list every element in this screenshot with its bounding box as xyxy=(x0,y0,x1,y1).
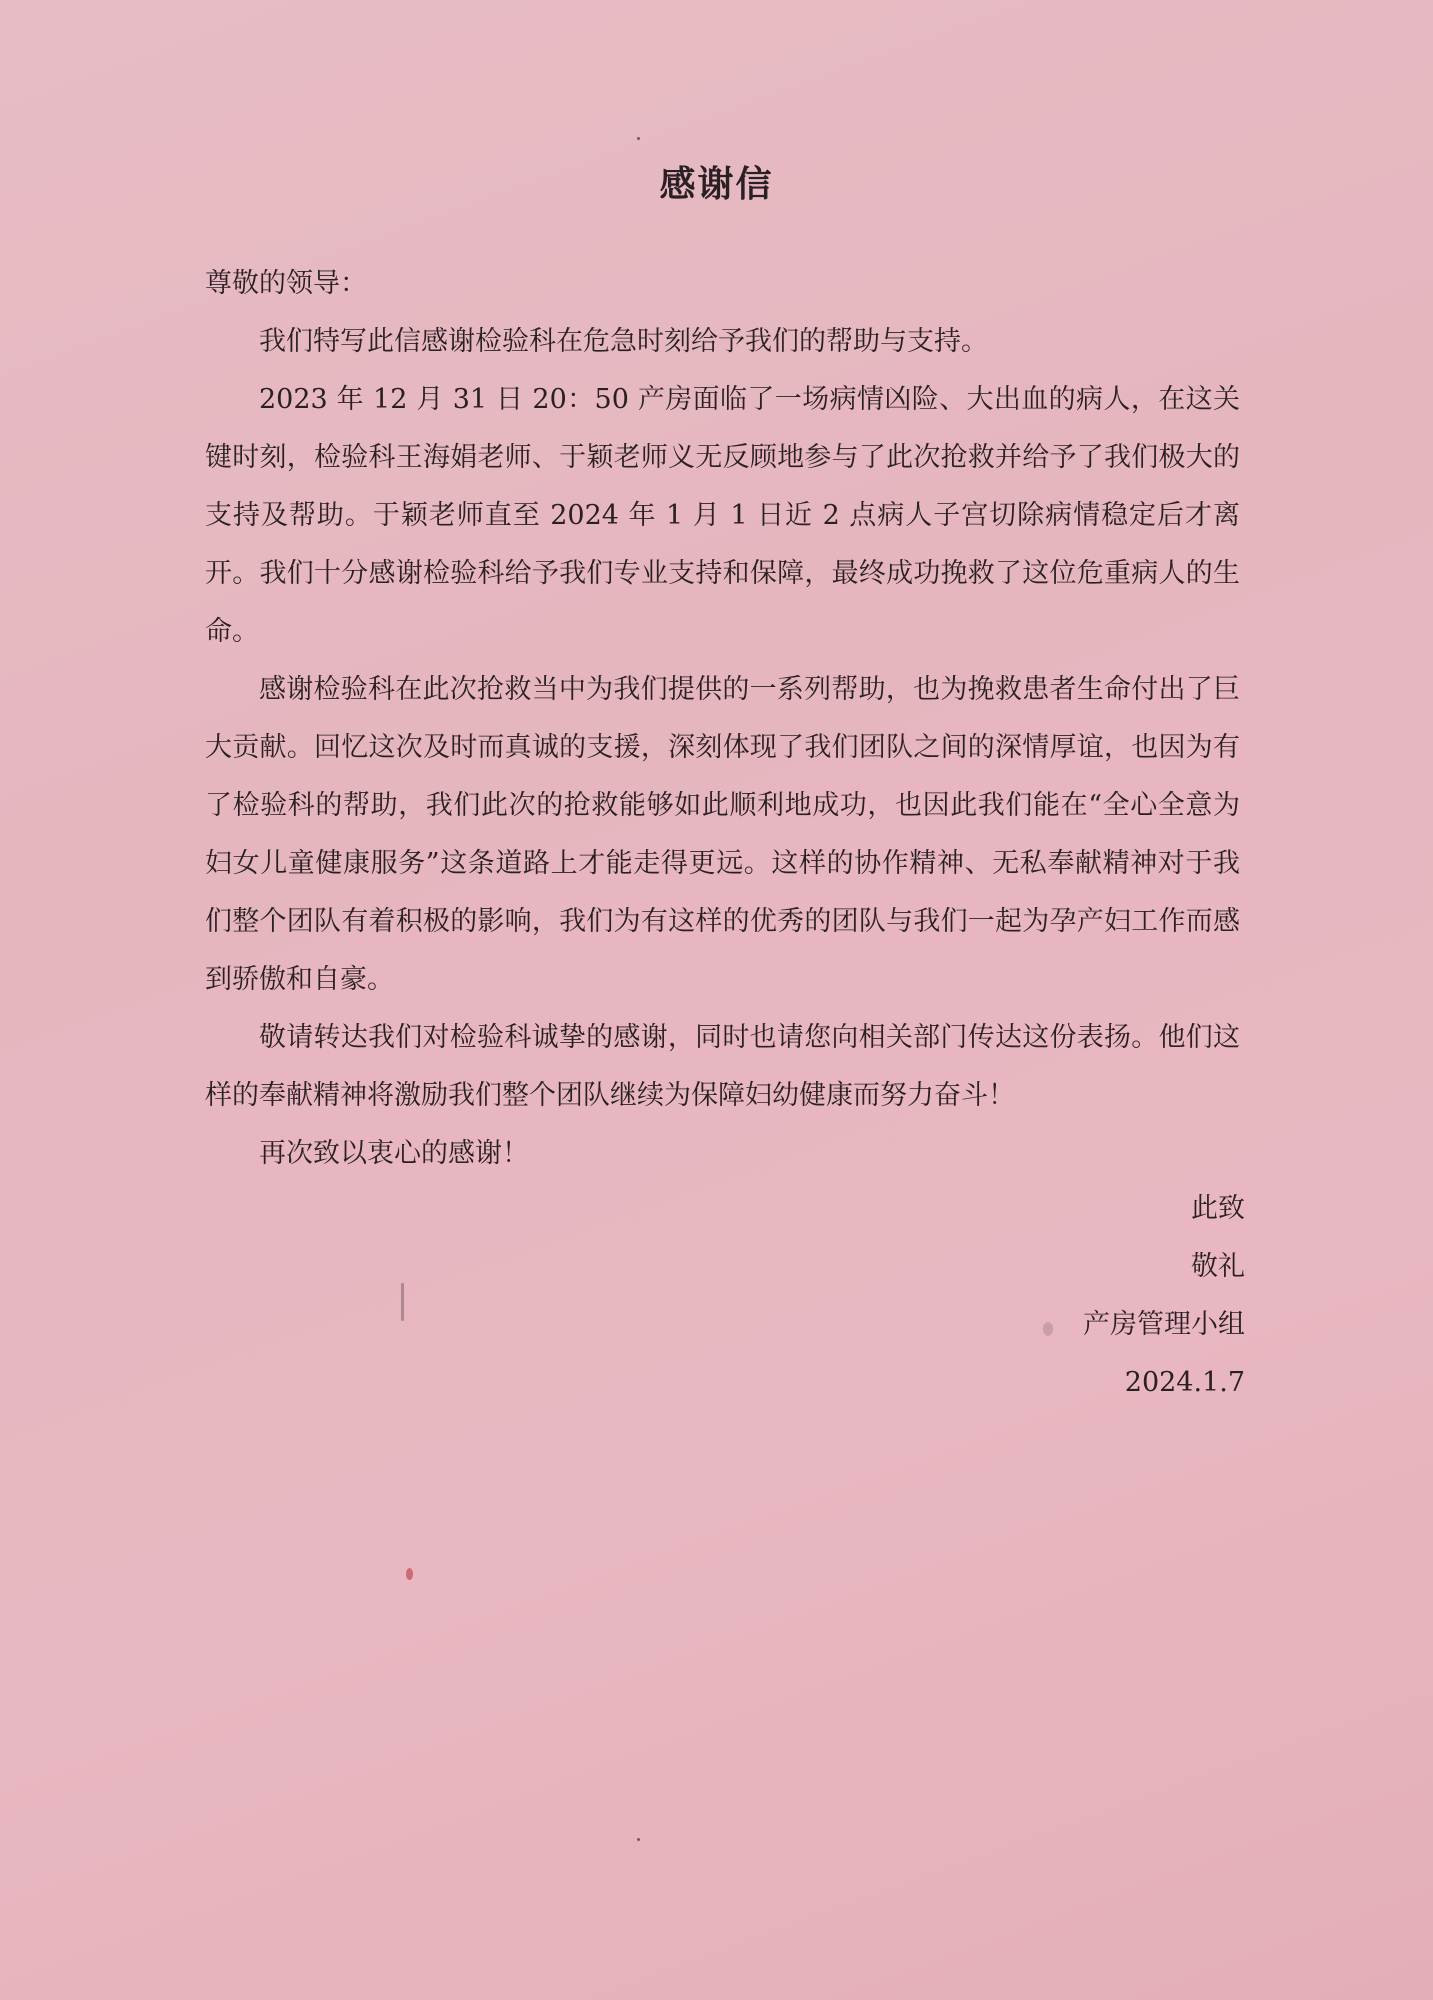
letter-body xyxy=(205,255,1240,1183)
paper-speck xyxy=(406,1568,413,1580)
paper-speck xyxy=(637,1838,640,1841)
paragraph-1: 我们特写此信感谢检验科在危急时刻给予我们的帮助与支持。 xyxy=(259,326,988,357)
paper-speck xyxy=(401,1283,404,1321)
closing-line-1: 此致 xyxy=(1191,1193,1245,1224)
letter-title: 感谢信 xyxy=(659,163,774,205)
signature: 产房管理小组 xyxy=(1083,1309,1245,1340)
paragraph-5: 再次致以衷心的感谢！ xyxy=(259,1138,529,1169)
paragraph-3: 感谢检验科在此次抢救当中为我们提供的一系列帮助，也为挽救患者生命付出了巨大贡献。回忆这次及时而真诚的支援，深刻体现了我们团队之间的深情厚谊，也因为有了检验科的帮助，我们此次的抢救能够如此顺利地成功，也因此我们能在“全心全意为妇女儿童健康服务”这条道路上才能走得更远。这样的协作精神、无私奉献精神对于我们整个团队有着积极的影响，我们为有这样的优秀的团队与我们一起为孕产妇工作而感到骄傲和自豪。 xyxy=(205,674,1240,995)
paragraph-4: 敬请转达我们对检验科诚挚的感谢，同时也请您向相关部门传达这份表扬。他们这样的奉献精神将激励我们整个团队继续为保障妇幼健康而努力奋斗！ xyxy=(205,1022,1240,1111)
salutation: 尊敬的领导： xyxy=(205,268,367,299)
closing-line-2: 敬礼 xyxy=(1191,1251,1245,1282)
paper-speck xyxy=(1043,1322,1053,1336)
paragraph-2: 2023 年 12 月 31 日 20：50 产房面临了一场病情凶险、大出血的病人，在这关键时刻，检验科王海娟老师、于颖老师义无反顾地参与了此次抢救并给予了我们极大的支持及帮助。于颖老师直至 2024 年 1 月 1 日近 2 点病人子宫切除病情稳定后才离开。我们十分感谢检验科给予我们专业支持和保障，最终成功挽救了这位危重病人的生命。 xyxy=(205,384,1240,647)
paper-speck xyxy=(637,137,640,140)
closing-block xyxy=(1083,1180,1245,1412)
letter-date: 2024.1.7 xyxy=(1124,1367,1245,1398)
